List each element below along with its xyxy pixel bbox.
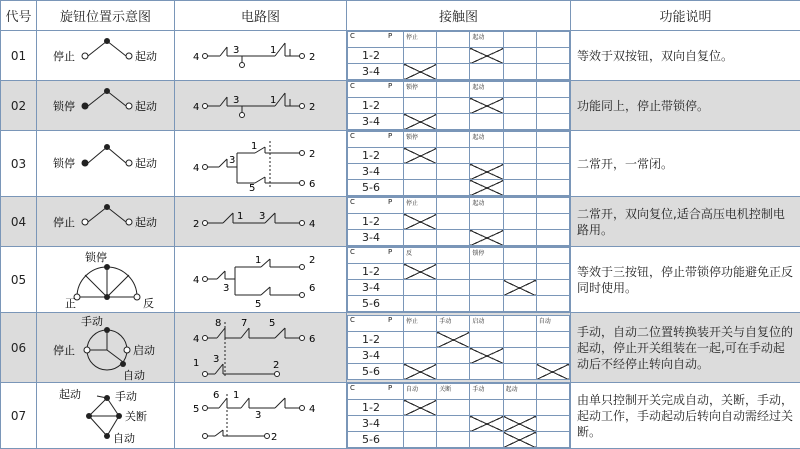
svg-text:2: 2 [309,255,315,266]
svg-text:6: 6 [309,334,315,345]
circuit-diagram [175,383,347,449]
svg-text:3: 3 [259,211,265,222]
function-description: 二常开，一常闭。 [571,131,800,197]
knob-label-left: 停止 [53,343,75,357]
knob-label-right: 关断 [125,409,147,423]
function-description: 二常开，双向复位,适合高压电机控制电路用。 [571,197,800,247]
svg-text:4: 4 [309,404,315,415]
svg-text:5: 5 [193,404,199,415]
svg-text:2: 2 [309,52,315,63]
table-row [1,313,800,383]
knob-label-left: 停止 [53,49,75,63]
svg-text:3: 3 [223,283,229,294]
knob-diagram [37,197,175,247]
knob-diagram [37,81,175,131]
circuit-diagram [175,131,347,197]
knob-label-top: 手动 [81,314,103,328]
svg-text:1: 1 [237,211,243,222]
contact-table: C P 反 锁停 1-2 3-4 5-6 [347,247,571,313]
svg-text:1: 1 [193,358,199,369]
code-cell: 02 [1,81,37,131]
svg-text:4: 4 [309,219,315,230]
circuit-diagram [175,313,347,383]
table-row [1,131,800,197]
svg-text:5: 5 [255,299,261,310]
knob-label-bottom: 自动 [113,431,135,445]
table-row [1,81,800,131]
svg-text:3: 3 [233,95,239,106]
svg-text:4: 4 [193,334,199,345]
knob-label-right: 起动 [135,99,157,113]
svg-text:2: 2 [273,360,279,371]
knob-label-topleft: 起动 [59,387,81,401]
code-cell: 06 [1,313,37,383]
table-row [1,197,800,247]
svg-text:1: 1 [233,390,239,401]
function-description: 手动，自动二位置转换装开关与自复位的起动，停止开关组装在一起,可在手动起动后不经停止转向自动。 [571,313,800,383]
header-circuit: 电路图 [175,1,347,31]
svg-text:6: 6 [213,390,219,401]
code-cell: 01 [1,31,37,81]
contact-table: C P 停止 起动 1-2 3-4 [347,31,571,81]
code-cell: 05 [1,247,37,313]
knob-label-top: 手动 [115,389,137,403]
knob-label-top: 锁停 [85,250,107,264]
knob-label-right: 反 [143,297,154,310]
svg-text:5: 5 [249,183,255,194]
knob-label-right: 起动 [135,156,157,170]
knob-diagram [37,31,175,81]
circuit-diagram [175,247,347,313]
svg-text:2: 2 [309,149,315,160]
svg-text:2: 2 [309,102,315,113]
circuit-diagram [175,197,347,247]
knob-diagram [37,383,175,449]
svg-text:7: 7 [241,318,247,329]
svg-text:1: 1 [251,141,257,152]
knob-label-left: 停止 [53,215,75,229]
header-contact: 接触图 [347,1,571,31]
header-row [1,1,800,31]
knob-label-left: 正 [65,297,76,310]
svg-text:8: 8 [215,318,221,329]
svg-text:6: 6 [309,179,315,190]
svg-text:2: 2 [271,432,277,443]
svg-text:1: 1 [270,95,276,106]
code-cell: 03 [1,131,37,197]
svg-text:3: 3 [233,45,239,56]
function-description: 功能同上，停止带锁停。 [571,81,800,131]
knob-diagram [37,313,175,383]
knob-diagram [37,131,175,197]
code-cell: 07 [1,383,37,449]
svg-text:3: 3 [255,410,261,421]
function-description: 等效于双按钮，双向自复位。 [571,31,800,81]
knob-label-left: 锁停 [53,156,75,170]
svg-text:4: 4 [193,275,199,286]
knob-label-left: 锁停 [53,99,75,113]
knob-label-right: 启动 [133,343,155,357]
code-cell: 04 [1,197,37,247]
svg-text:3: 3 [229,155,235,166]
function-description: 由单只控制开关完成自动，关断，手动，起动工作，手动起动后转向自动需经过关断。 [571,383,800,449]
circuit-diagram [175,81,347,131]
function-description: 等效于三按钮，停止带锁停功能避免正反同时使用。 [571,247,800,313]
table-row [1,247,800,313]
header-code: 代号 [1,1,37,31]
contact-table: C P 锁停 起动 1-2 3-4 [347,81,571,131]
svg-text:3: 3 [213,354,219,365]
knob-label-right: 起动 [135,215,157,229]
circuit-diagram [175,31,347,81]
knob-label-bottom: 自动 [123,368,145,382]
svg-text:4: 4 [193,163,199,174]
header-function: 功能说明 [571,1,800,31]
table-row [1,31,800,81]
knob-diagram [37,247,175,313]
knob-label-right: 起动 [135,49,157,63]
header-knob-diagram: 旋钮位置示意图 [37,1,175,31]
contact-table: C P 停止 手动 启动 自动 1-2 3-4 5-6 [347,313,571,383]
svg-text:1: 1 [270,45,276,56]
svg-text:2: 2 [193,219,199,230]
contact-table: C P 锁停 起动 1-2 3-4 5-6 [347,131,571,197]
svg-text:1: 1 [255,255,261,266]
contact-table: C P 自动 关断 手动 起动 1-2 3-4 5-6 [347,383,571,449]
table-row [1,383,800,449]
contact-table: C P 停止 起动 1-2 3-4 [347,197,571,247]
svg-text:4: 4 [193,52,199,63]
svg-text:4: 4 [193,102,199,113]
svg-text:5: 5 [269,318,275,329]
svg-text:6: 6 [309,283,315,294]
